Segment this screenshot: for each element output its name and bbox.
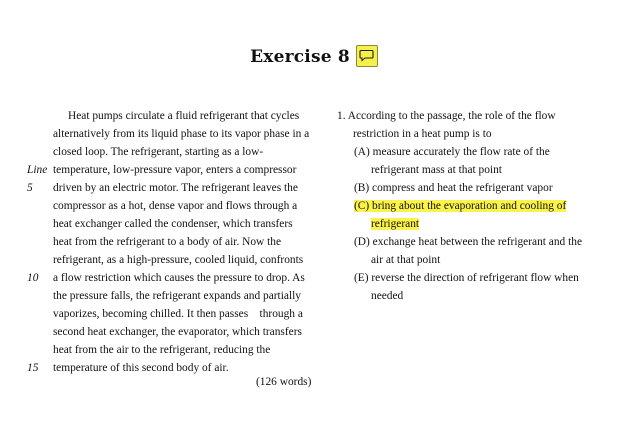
passage-line-text: driven by an electric motor. The refrigerant leaves the (53, 182, 298, 194)
passage-line (0, 323, 320, 341)
passage-line (0, 251, 320, 269)
passage-line (0, 179, 320, 197)
passage-line (0, 269, 320, 287)
option-a-continued: refrigerant mass at that point (371, 164, 502, 176)
passage-line (0, 107, 320, 125)
passage-line-text: temperature of this second body of air. (53, 362, 229, 374)
passage-line-text: alternatively from its liquid phase to its vapor phase in a (53, 128, 310, 140)
line-number: Line (27, 164, 48, 176)
line-number: 5 (27, 182, 33, 194)
option-c-continued-row (337, 215, 617, 233)
option-c[interactable]: (C) bring about the evaporation and cooling of (354, 200, 567, 212)
reading-passage (0, 107, 320, 377)
option-e[interactable]: (E) reverse the direction of refrigerant flow when (354, 272, 579, 284)
passage-line-text: vaporizes, becoming chilled. It then passes through a (53, 308, 303, 320)
header (0, 46, 628, 68)
passage-line-text: second heat exchanger, the evaporator, which transfers (53, 326, 302, 338)
passage-line-text: compressor as a hot, dense vapor and flows through a (53, 200, 298, 212)
passage-line-text: the pressure falls, the refrigerant expands and partially (53, 290, 301, 302)
comment-note-icon[interactable] (356, 45, 378, 67)
passage-line-text: refrigerant, as a high-pressure, cooled liquid, confronts (53, 254, 304, 266)
line-number: 10 (27, 272, 39, 284)
option-c-row[interactable] (337, 197, 617, 215)
passage-line-text: heat from the air to the refrigerant, reducing the (53, 344, 271, 356)
passage-line-text: heat from the refrigerant to a body of air. Now the (53, 236, 282, 248)
option-a[interactable]: (A) measure accurately the flow rate of the (354, 146, 550, 158)
passage-line (0, 341, 320, 359)
option-e-continued: needed (371, 290, 404, 302)
passage-line (0, 215, 320, 233)
option-c-continued: refrigerant (371, 218, 420, 230)
passage-line (0, 233, 320, 251)
line-number: 15 (27, 362, 39, 374)
word-count: (126 words) (256, 376, 312, 388)
option-d-continued: air at that point (371, 254, 441, 266)
page-title: Exercise 8 (250, 47, 350, 67)
option-b[interactable]: (B) compress and heat the refrigerant vapor (354, 182, 553, 194)
passage-line (0, 197, 320, 215)
question-stem-line-1: 1. According to the passage, the role of the flow (337, 110, 556, 122)
passage-line-text: temperature, low-pressure vapor, enters a compressor (53, 164, 297, 176)
passage-line (0, 161, 320, 179)
passage-line-text: heat exchanger called the condenser, which transfers (53, 218, 293, 230)
passage-line-text: a flow restriction which causes the pressure to drop. As (53, 272, 305, 284)
passage-line (0, 125, 320, 143)
question-1 (337, 107, 617, 305)
passage-line (0, 287, 320, 305)
passage-line-text: closed loop. The refrigerant, starting as a low- (53, 146, 264, 158)
passage-line (0, 359, 320, 377)
passage-line (0, 143, 320, 161)
question-stem-line-2: restriction in a heat pump is to (353, 128, 492, 140)
passage-line-text: Heat pumps circulate a fluid refrigerant that cycles (68, 110, 300, 122)
option-d[interactable]: (D) exchange heat between the refrigerant and the (354, 236, 583, 248)
passage-line (0, 305, 320, 323)
